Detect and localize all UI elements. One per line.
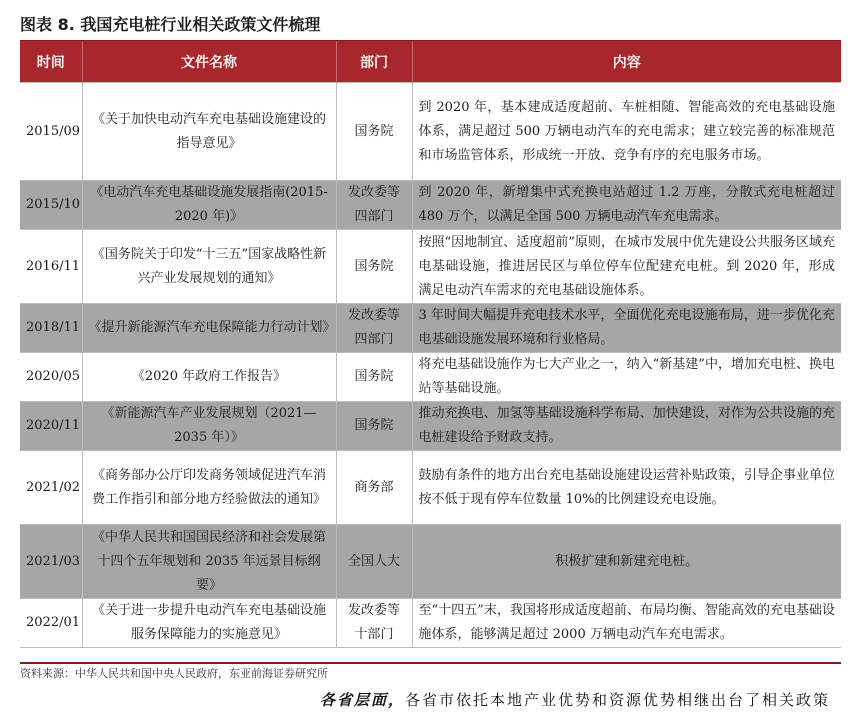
row-document-name: 《新能源汽车产业发展规划（2021—2035 年）》 <box>82 402 336 451</box>
table-row <box>20 83 841 181</box>
table-row <box>20 353 841 402</box>
row-content: 鼓励有条件的地方出台充电基础设施建设运营补贴政策，引导企事业单位按不低于现有停车位数量 10%的比例建设充电设施。 <box>412 451 841 525</box>
row-department: 发改委等四部门 <box>336 304 412 353</box>
row-department: 发改委等十部门 <box>336 599 412 648</box>
header-dept: 部门 <box>336 41 412 83</box>
row-document-name: 《商务部办公厅印发商务领域促进汽车消费工作指引和部分地方经验做法的通知》 <box>82 451 336 525</box>
row-document-name: 《国务院关于印发“十三五”国家战略性新兴产业发展规划的通知》 <box>82 230 336 304</box>
row-document-name: 《2020 年政府工作报告》 <box>82 353 336 402</box>
row-time: 2021/02 <box>20 451 82 525</box>
row-content: 3 年时间大幅提升充电技术水平，全面优化充电设施布局，进一步优化充电基础设施发展环境和行业格局。 <box>412 304 841 353</box>
body-paragraph <box>320 688 861 712</box>
header-name: 文件名称 <box>82 41 336 83</box>
row-time: 2015/09 <box>20 83 82 181</box>
policy-table <box>20 41 841 648</box>
table-bottom-divider <box>20 662 841 664</box>
row-content: 到 2020 年，基本建成适度超前、车桩相随、智能高效的充电基础设施体系，满足超过 500 万辆电动汽车的充电需求；建立较完善的标准规范和市场监管体系，形成统一开放、竞争有序的充电服务市场。 <box>412 83 841 181</box>
row-time: 2021/03 <box>20 525 82 599</box>
header-time: 时间 <box>20 41 82 83</box>
row-content: 推动充换电、加氢等基础设施科学布局、加快建设，对作为公共设施的充电桩建设给予财政支持。 <box>412 402 841 451</box>
row-department: 国务院 <box>336 230 412 304</box>
row-document-name: 《关于进一步提升电动汽车充电基础设施服务保障能力的实施意见》 <box>82 599 336 648</box>
row-department: 全国人大 <box>336 525 412 599</box>
body-text: 各省市依托本地产业优势和资源优势相继出台了相关政策 <box>405 691 831 709</box>
row-document-name: 《中华人民共和国国民经济和社会发展第十四个五年规划和 2035 年远景目标纲要》 <box>82 525 336 599</box>
body-lead: 各省层面， <box>320 691 406 709</box>
source-note: 资料来源：中华人民共和国中央人民政府，东亚前海证券研究所 <box>20 667 328 680</box>
row-time: 2018/11 <box>20 304 82 353</box>
table-row <box>20 599 841 648</box>
table-row <box>20 451 841 525</box>
table-row <box>20 402 841 451</box>
figure-caption: 图表 8. 我国充电桩行业相关政策文件梳理 <box>20 15 321 34</box>
row-document-name: 《关于加快电动汽车充电基础设施建设的指导意见》 <box>82 83 336 181</box>
table-row <box>20 304 841 353</box>
row-time: 2015/10 <box>20 181 82 230</box>
row-time: 2020/11 <box>20 402 82 451</box>
row-content: 至“十四五”末，我国将形成适度超前、布局均衡、智能高效的充电基础设施体系，能够满足超过 2000 万辆电动汽车充电需求。 <box>412 599 841 648</box>
row-time: 2022/01 <box>20 599 82 648</box>
row-department: 国务院 <box>336 402 412 451</box>
row-content: 到 2020 年，新增集中式充换电站超过 1.2 万座，分散式充电桩超过 480 万个，以满足全国 500 万辆电动汽车充电需求。 <box>412 181 841 230</box>
row-time: 2020/05 <box>20 353 82 402</box>
header-content: 内容 <box>412 41 841 83</box>
row-document-name: 《提升新能源汽车充电保障能力行动计划》 <box>82 304 336 353</box>
row-content: 按照“因地制宜、适度超前”原则，在城市发展中优先建设公共服务区域充电基础设施，推进居民区与单位停车位配建充电桩。到 2020 年，形成满足电动汽车需求的充电基础设施体系。 <box>412 230 841 304</box>
row-content: 积极扩建和新建充电桩。 <box>412 525 841 599</box>
row-document-name: 《电动汽车充电基础设施发展指南(2015-2020 年)》 <box>82 181 336 230</box>
row-department: 国务院 <box>336 353 412 402</box>
table-row <box>20 230 841 304</box>
row-department: 商务部 <box>336 451 412 525</box>
row-department: 发改委等四部门 <box>336 181 412 230</box>
row-time: 2016/11 <box>20 230 82 304</box>
table-header-row <box>20 41 841 83</box>
table-row <box>20 525 841 599</box>
row-department: 国务院 <box>336 83 412 181</box>
row-content: 将充电基础设施作为七大产业之一，纳入“新基建”中，增加充电桩、换电站等基础设施。 <box>412 353 841 402</box>
table-row <box>20 181 841 230</box>
